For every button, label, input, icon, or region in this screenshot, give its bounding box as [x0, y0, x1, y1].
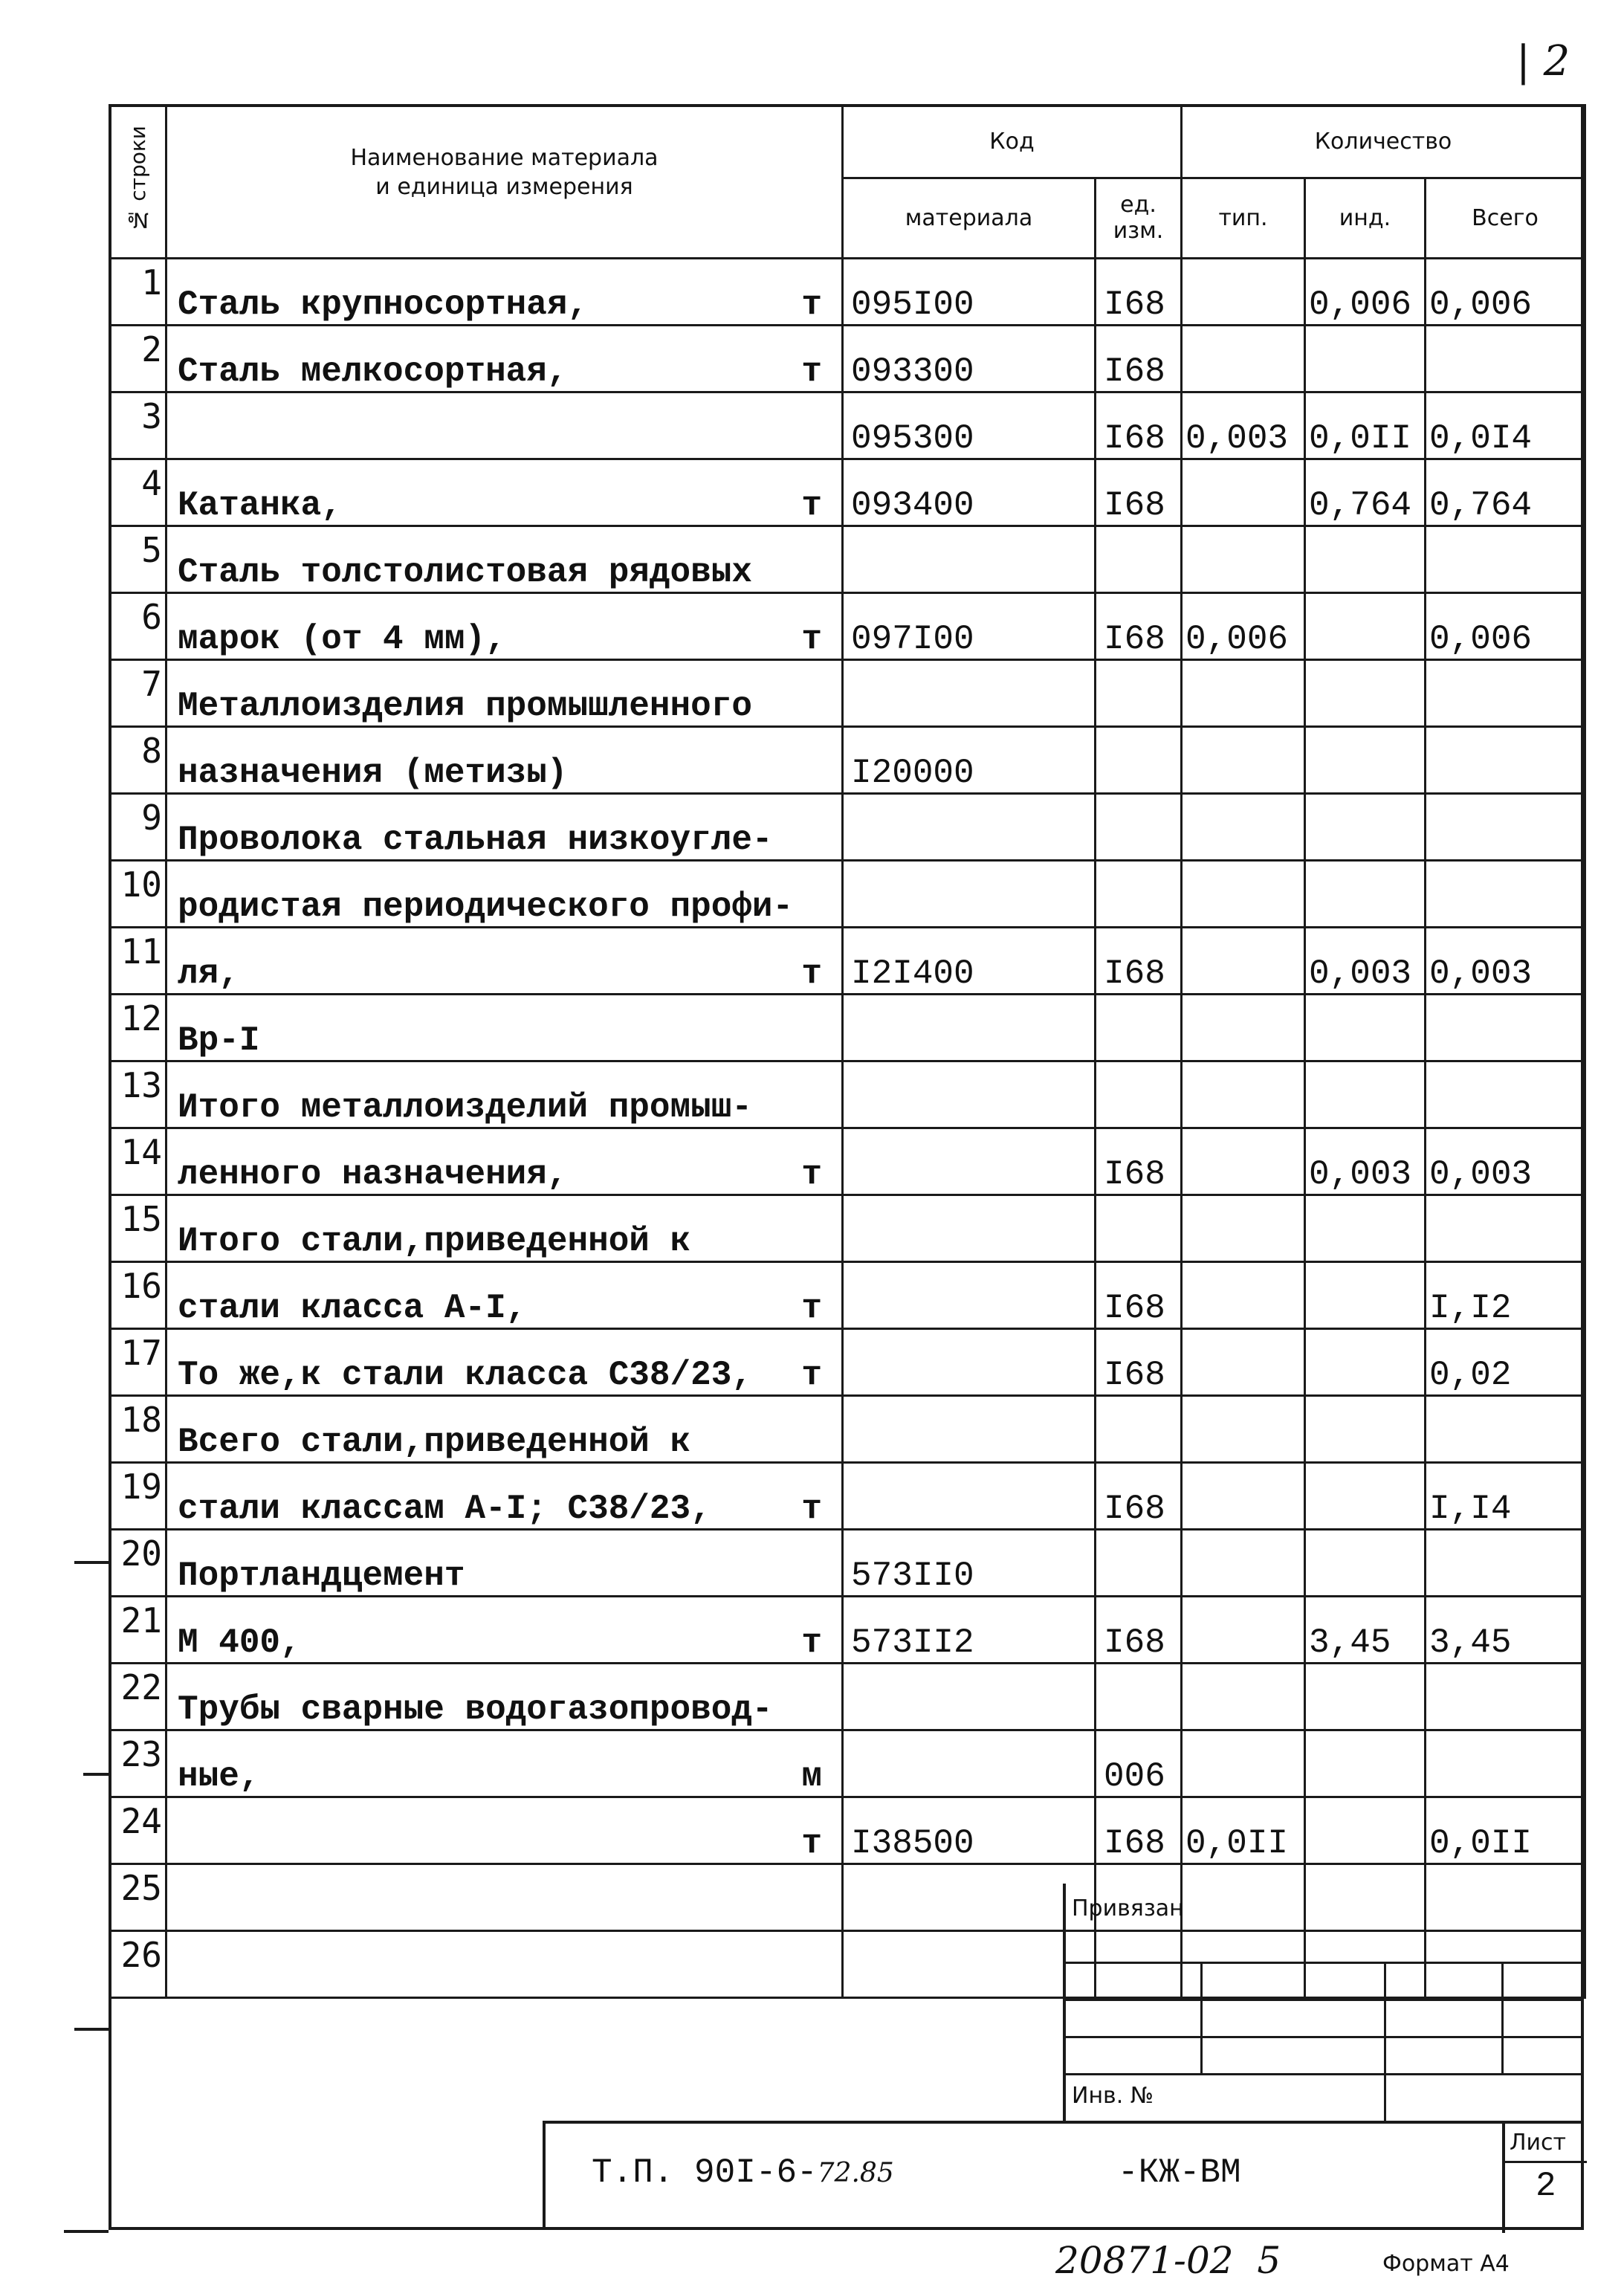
table-row	[110, 593, 1585, 660]
qty-total	[1426, 794, 1585, 861]
header-unit: ед. изм.	[1096, 178, 1182, 259]
row-number: 2	[110, 326, 166, 392]
material-name-text: ля,	[178, 954, 239, 994]
unit-code: I68	[1096, 1463, 1182, 1530]
material-name	[166, 259, 843, 326]
material-code: I20000	[843, 727, 1096, 794]
unit-code: I68	[1096, 259, 1182, 326]
unit-letter: т	[801, 486, 822, 526]
table-row	[110, 861, 1585, 928]
row-number: 10	[110, 861, 166, 928]
unit-letter: т	[801, 620, 822, 659]
material-name-text: Металлоизделия промышленного	[178, 687, 752, 726]
material-name	[166, 593, 843, 660]
material-code	[843, 1463, 1096, 1530]
material-code: I38500	[843, 1797, 1096, 1864]
sheet-label: Лист	[1510, 2130, 1567, 2156]
material-name	[166, 1195, 843, 1262]
table-row	[110, 660, 1585, 727]
material-name	[166, 1329, 843, 1396]
qty-total	[1426, 1195, 1585, 1262]
material-name	[166, 1061, 843, 1128]
header-code-material: материала	[843, 178, 1096, 259]
table-row	[110, 1396, 1585, 1463]
qty-total	[1426, 1530, 1585, 1597]
row-number: 14	[110, 1128, 166, 1195]
table-row	[110, 1061, 1585, 1128]
material-name	[166, 1864, 843, 1931]
qty-typ	[1182, 727, 1305, 794]
row-number: 26	[110, 1931, 166, 1998]
table-row	[110, 1128, 1585, 1195]
material-code: 097I00	[843, 593, 1096, 660]
material-code: 093400	[843, 459, 1096, 526]
qty-ind	[1305, 794, 1426, 861]
qty-ind	[1305, 1730, 1426, 1797]
qty-ind: 0,006	[1305, 259, 1426, 326]
table-row	[110, 1597, 1585, 1664]
table-row	[110, 1664, 1585, 1730]
qty-total	[1426, 861, 1585, 928]
material-code	[843, 526, 1096, 593]
material-code	[843, 1864, 1096, 1931]
table-row	[110, 1195, 1585, 1262]
row-number: 6	[110, 593, 166, 660]
document-code: Т.П. 90I-6-72.85	[592, 2153, 894, 2192]
material-code	[843, 861, 1096, 928]
unit-letter: т	[801, 1824, 822, 1864]
qty-total	[1426, 1730, 1585, 1797]
material-name	[166, 1797, 843, 1864]
qty-ind: 0,003	[1305, 1128, 1426, 1195]
qty-typ	[1182, 1730, 1305, 1797]
qty-typ	[1182, 1463, 1305, 1530]
qty-typ	[1182, 1262, 1305, 1329]
material-code	[843, 1396, 1096, 1463]
qty-total: 0,0I4	[1426, 392, 1585, 459]
material-name-text: родистая периодического профи-	[178, 888, 794, 927]
material-name	[166, 1530, 843, 1597]
material-name	[166, 660, 843, 727]
unit-code: I68	[1096, 392, 1182, 459]
qty-typ	[1182, 1128, 1305, 1195]
qty-ind	[1305, 995, 1426, 1061]
material-name	[166, 392, 843, 459]
header-ind: инд.	[1305, 178, 1426, 259]
unit-code	[1096, 995, 1182, 1061]
qty-total: 0,003	[1426, 1128, 1585, 1195]
unit-letter: т	[801, 954, 822, 994]
material-name	[166, 995, 843, 1061]
qty-total	[1426, 727, 1585, 794]
row-number: 16	[110, 1262, 166, 1329]
row-number: 7	[110, 660, 166, 727]
material-code	[843, 1128, 1096, 1195]
unit-code	[1096, 1396, 1182, 1463]
material-name-text: Катанка,	[178, 486, 342, 526]
qty-typ	[1182, 794, 1305, 861]
material-name-text: Итого стали,приведенной к	[178, 1222, 691, 1261]
unit-letter: т	[801, 352, 822, 392]
row-number: 21	[110, 1597, 166, 1664]
row-number: 23	[110, 1730, 166, 1797]
unit-letter: т	[801, 1289, 822, 1328]
qty-typ	[1182, 660, 1305, 727]
qty-total: 0,003	[1426, 928, 1585, 995]
material-name-text: назначения (метизы)	[178, 754, 568, 793]
qty-ind	[1305, 727, 1426, 794]
document-suffix: -КЖ-ВМ	[1118, 2153, 1241, 2192]
material-code	[843, 660, 1096, 727]
table-row	[110, 1329, 1585, 1396]
qty-typ	[1182, 1396, 1305, 1463]
header-quantity: Количество	[1182, 106, 1585, 178]
qty-typ	[1182, 928, 1305, 995]
row-number: 17	[110, 1329, 166, 1396]
unit-letter: т	[801, 1623, 822, 1663]
unit-code: I68	[1096, 1128, 1182, 1195]
material-code	[843, 1061, 1096, 1128]
unit-letter: т	[801, 1356, 822, 1395]
material-name-text: М 400,	[178, 1623, 301, 1663]
qty-ind	[1305, 1797, 1426, 1864]
qty-total: 3,45	[1426, 1597, 1585, 1664]
material-code	[843, 995, 1096, 1061]
qty-typ	[1182, 1329, 1305, 1396]
material-name-text: стали класса А-I,	[178, 1289, 527, 1328]
table-row	[110, 794, 1585, 861]
unit-letter: т	[801, 1490, 822, 1529]
qty-typ	[1182, 459, 1305, 526]
qty-ind	[1305, 1061, 1426, 1128]
material-name	[166, 526, 843, 593]
table-row	[110, 326, 1585, 392]
material-code	[843, 1329, 1096, 1396]
unit-code	[1096, 660, 1182, 727]
qty-total	[1426, 1061, 1585, 1128]
table-row	[110, 459, 1585, 526]
qty-typ	[1182, 995, 1305, 1061]
material-code: I2I400	[843, 928, 1096, 995]
row-number: 24	[110, 1797, 166, 1864]
row-number: 11	[110, 928, 166, 995]
material-name	[166, 861, 843, 928]
qty-ind	[1305, 1463, 1426, 1530]
unit-code: I68	[1096, 326, 1182, 392]
unit-code	[1096, 1664, 1182, 1730]
header-code: Код	[843, 106, 1182, 178]
header-typ: тип.	[1182, 178, 1305, 259]
header-row-no: № строки	[110, 106, 166, 259]
qty-total	[1426, 660, 1585, 727]
material-name	[166, 1730, 843, 1797]
table-row	[110, 1797, 1585, 1864]
sheet-number: 2	[1536, 2167, 1556, 2205]
qty-total	[1426, 995, 1585, 1061]
material-name	[166, 794, 843, 861]
material-name-text: То же,к стали класса С38/23,	[178, 1356, 752, 1395]
qty-ind	[1305, 526, 1426, 593]
material-name-text: Всего стали,приведенной к	[178, 1423, 691, 1462]
material-name-text: Портландцемент	[178, 1557, 465, 1596]
qty-ind	[1305, 861, 1426, 928]
qty-ind	[1305, 1262, 1426, 1329]
row-number: 4	[110, 459, 166, 526]
table-row	[110, 259, 1585, 326]
unit-letter: т	[801, 1155, 822, 1195]
header-name: Наименование материала и единица измерения	[166, 106, 843, 259]
material-name	[166, 928, 843, 995]
qty-total: I,I4	[1426, 1463, 1585, 1530]
qty-total	[1426, 526, 1585, 593]
qty-typ: 0,0II	[1182, 1797, 1305, 1864]
material-name-text: Итого металлоизделий промыш-	[178, 1088, 752, 1128]
material-code	[843, 1195, 1096, 1262]
material-name	[166, 1931, 843, 1998]
unit-code	[1096, 526, 1182, 593]
qty-ind	[1305, 1396, 1426, 1463]
table-row	[110, 1730, 1585, 1797]
unit-code	[1096, 1061, 1182, 1128]
qty-ind	[1305, 1664, 1426, 1730]
material-name	[166, 1463, 843, 1530]
material-code: 573II2	[843, 1597, 1096, 1664]
header-total: Всего	[1426, 178, 1585, 259]
unit-code: I68	[1096, 1329, 1182, 1396]
row-number: 1	[110, 259, 166, 326]
qty-typ	[1182, 1664, 1305, 1730]
row-number: 12	[110, 995, 166, 1061]
row-number: 18	[110, 1396, 166, 1463]
qty-total: 0,0II	[1426, 1797, 1585, 1864]
material-code: 573II0	[843, 1530, 1096, 1597]
qty-typ	[1182, 259, 1305, 326]
qty-ind	[1305, 593, 1426, 660]
material-name	[166, 1664, 843, 1730]
unit-letter: м	[801, 1757, 822, 1797]
qty-typ	[1182, 326, 1305, 392]
qty-total: I,I2	[1426, 1262, 1585, 1329]
qty-ind: 0,0II	[1305, 392, 1426, 459]
material-code	[843, 1262, 1096, 1329]
material-name-text: Сталь толстолистовая рядовых	[178, 553, 752, 592]
qty-typ	[1182, 526, 1305, 593]
row-number: 25	[110, 1864, 166, 1931]
footer-handwritten: 20871-02 5	[1055, 2239, 1281, 2282]
unit-code	[1096, 1195, 1182, 1262]
table-row	[110, 1262, 1585, 1329]
qty-ind	[1305, 1329, 1426, 1396]
spec-table	[109, 104, 1586, 1999]
qty-total: 0,02	[1426, 1329, 1585, 1396]
material-code: 095300	[843, 392, 1096, 459]
qty-ind: 0,764	[1305, 459, 1426, 526]
unit-code: I68	[1096, 1262, 1182, 1329]
material-name	[166, 459, 843, 526]
material-name-text: марок (от 4 мм),	[178, 620, 506, 659]
bound-label: Привязан	[1072, 1895, 1184, 1921]
material-code	[843, 794, 1096, 861]
qty-ind	[1305, 326, 1426, 392]
format-label: Формат А4	[1382, 2251, 1510, 2277]
row-number: 5	[110, 526, 166, 593]
table-row	[110, 928, 1585, 995]
table-row	[110, 995, 1585, 1061]
material-name-text: Проволока стальная низкоугле-	[178, 821, 773, 860]
unit-letter: т	[801, 285, 822, 325]
unit-code	[1096, 727, 1182, 794]
material-name	[166, 1597, 843, 1664]
unit-code: I68	[1096, 1597, 1182, 1664]
row-number: 15	[110, 1195, 166, 1262]
material-name-text: ные,	[178, 1757, 260, 1797]
table-row	[110, 526, 1585, 593]
corner-mark: | 2	[1516, 37, 1570, 85]
table-row	[110, 727, 1585, 794]
material-code: 093300	[843, 326, 1096, 392]
qty-typ	[1182, 1061, 1305, 1128]
qty-total: 0,006	[1426, 593, 1585, 660]
material-code: 095I00	[843, 259, 1096, 326]
qty-ind	[1305, 660, 1426, 727]
material-name-text: Сталь мелкосортная,	[178, 352, 568, 392]
table-row	[110, 392, 1585, 459]
unit-code	[1096, 794, 1182, 861]
row-number: 22	[110, 1664, 166, 1730]
qty-typ: 0,006	[1182, 593, 1305, 660]
material-name	[166, 1128, 843, 1195]
row-number: 20	[110, 1530, 166, 1597]
material-code	[843, 1730, 1096, 1797]
qty-total: 0,006	[1426, 259, 1585, 326]
qty-total	[1426, 1664, 1585, 1730]
row-number: 13	[110, 1061, 166, 1128]
material-name	[166, 1262, 843, 1329]
material-code	[843, 1931, 1096, 1998]
qty-typ: 0,003	[1182, 392, 1305, 459]
qty-typ	[1182, 1530, 1305, 1597]
qty-ind: 0,003	[1305, 928, 1426, 995]
material-name	[166, 1396, 843, 1463]
row-number: 3	[110, 392, 166, 459]
qty-typ	[1182, 1597, 1305, 1664]
unit-code: I68	[1096, 928, 1182, 995]
row-number: 19	[110, 1463, 166, 1530]
title-block	[543, 2121, 1584, 2230]
qty-ind	[1305, 1530, 1426, 1597]
unit-code	[1096, 861, 1182, 928]
unit-code: I68	[1096, 459, 1182, 526]
material-name-text: ленного назначения,	[178, 1155, 568, 1195]
material-name-text: стали классам А-I; С38/23,	[178, 1490, 711, 1529]
unit-code	[1096, 1530, 1182, 1597]
material-name-text: Вр-I	[178, 1021, 260, 1061]
qty-total	[1426, 1396, 1585, 1463]
unit-code: 006	[1096, 1730, 1182, 1797]
qty-total	[1426, 326, 1585, 392]
material-code	[843, 1664, 1096, 1730]
material-name-text: Трубы сварные водогазопровод-	[178, 1690, 773, 1730]
qty-ind: 3,45	[1305, 1597, 1426, 1664]
material-name	[166, 727, 843, 794]
table-row	[110, 1463, 1585, 1530]
row-number: 8	[110, 727, 166, 794]
inventory-label: Инв. №	[1072, 2083, 1154, 2109]
qty-ind	[1305, 1195, 1426, 1262]
unit-code: I68	[1096, 1797, 1182, 1864]
material-name-text: Сталь крупносортная,	[178, 285, 589, 325]
qty-typ	[1182, 1195, 1305, 1262]
qty-total: 0,764	[1426, 459, 1585, 526]
material-name	[166, 326, 843, 392]
table-row	[110, 1530, 1585, 1597]
qty-typ	[1182, 861, 1305, 928]
row-number: 9	[110, 794, 166, 861]
unit-code: I68	[1096, 593, 1182, 660]
